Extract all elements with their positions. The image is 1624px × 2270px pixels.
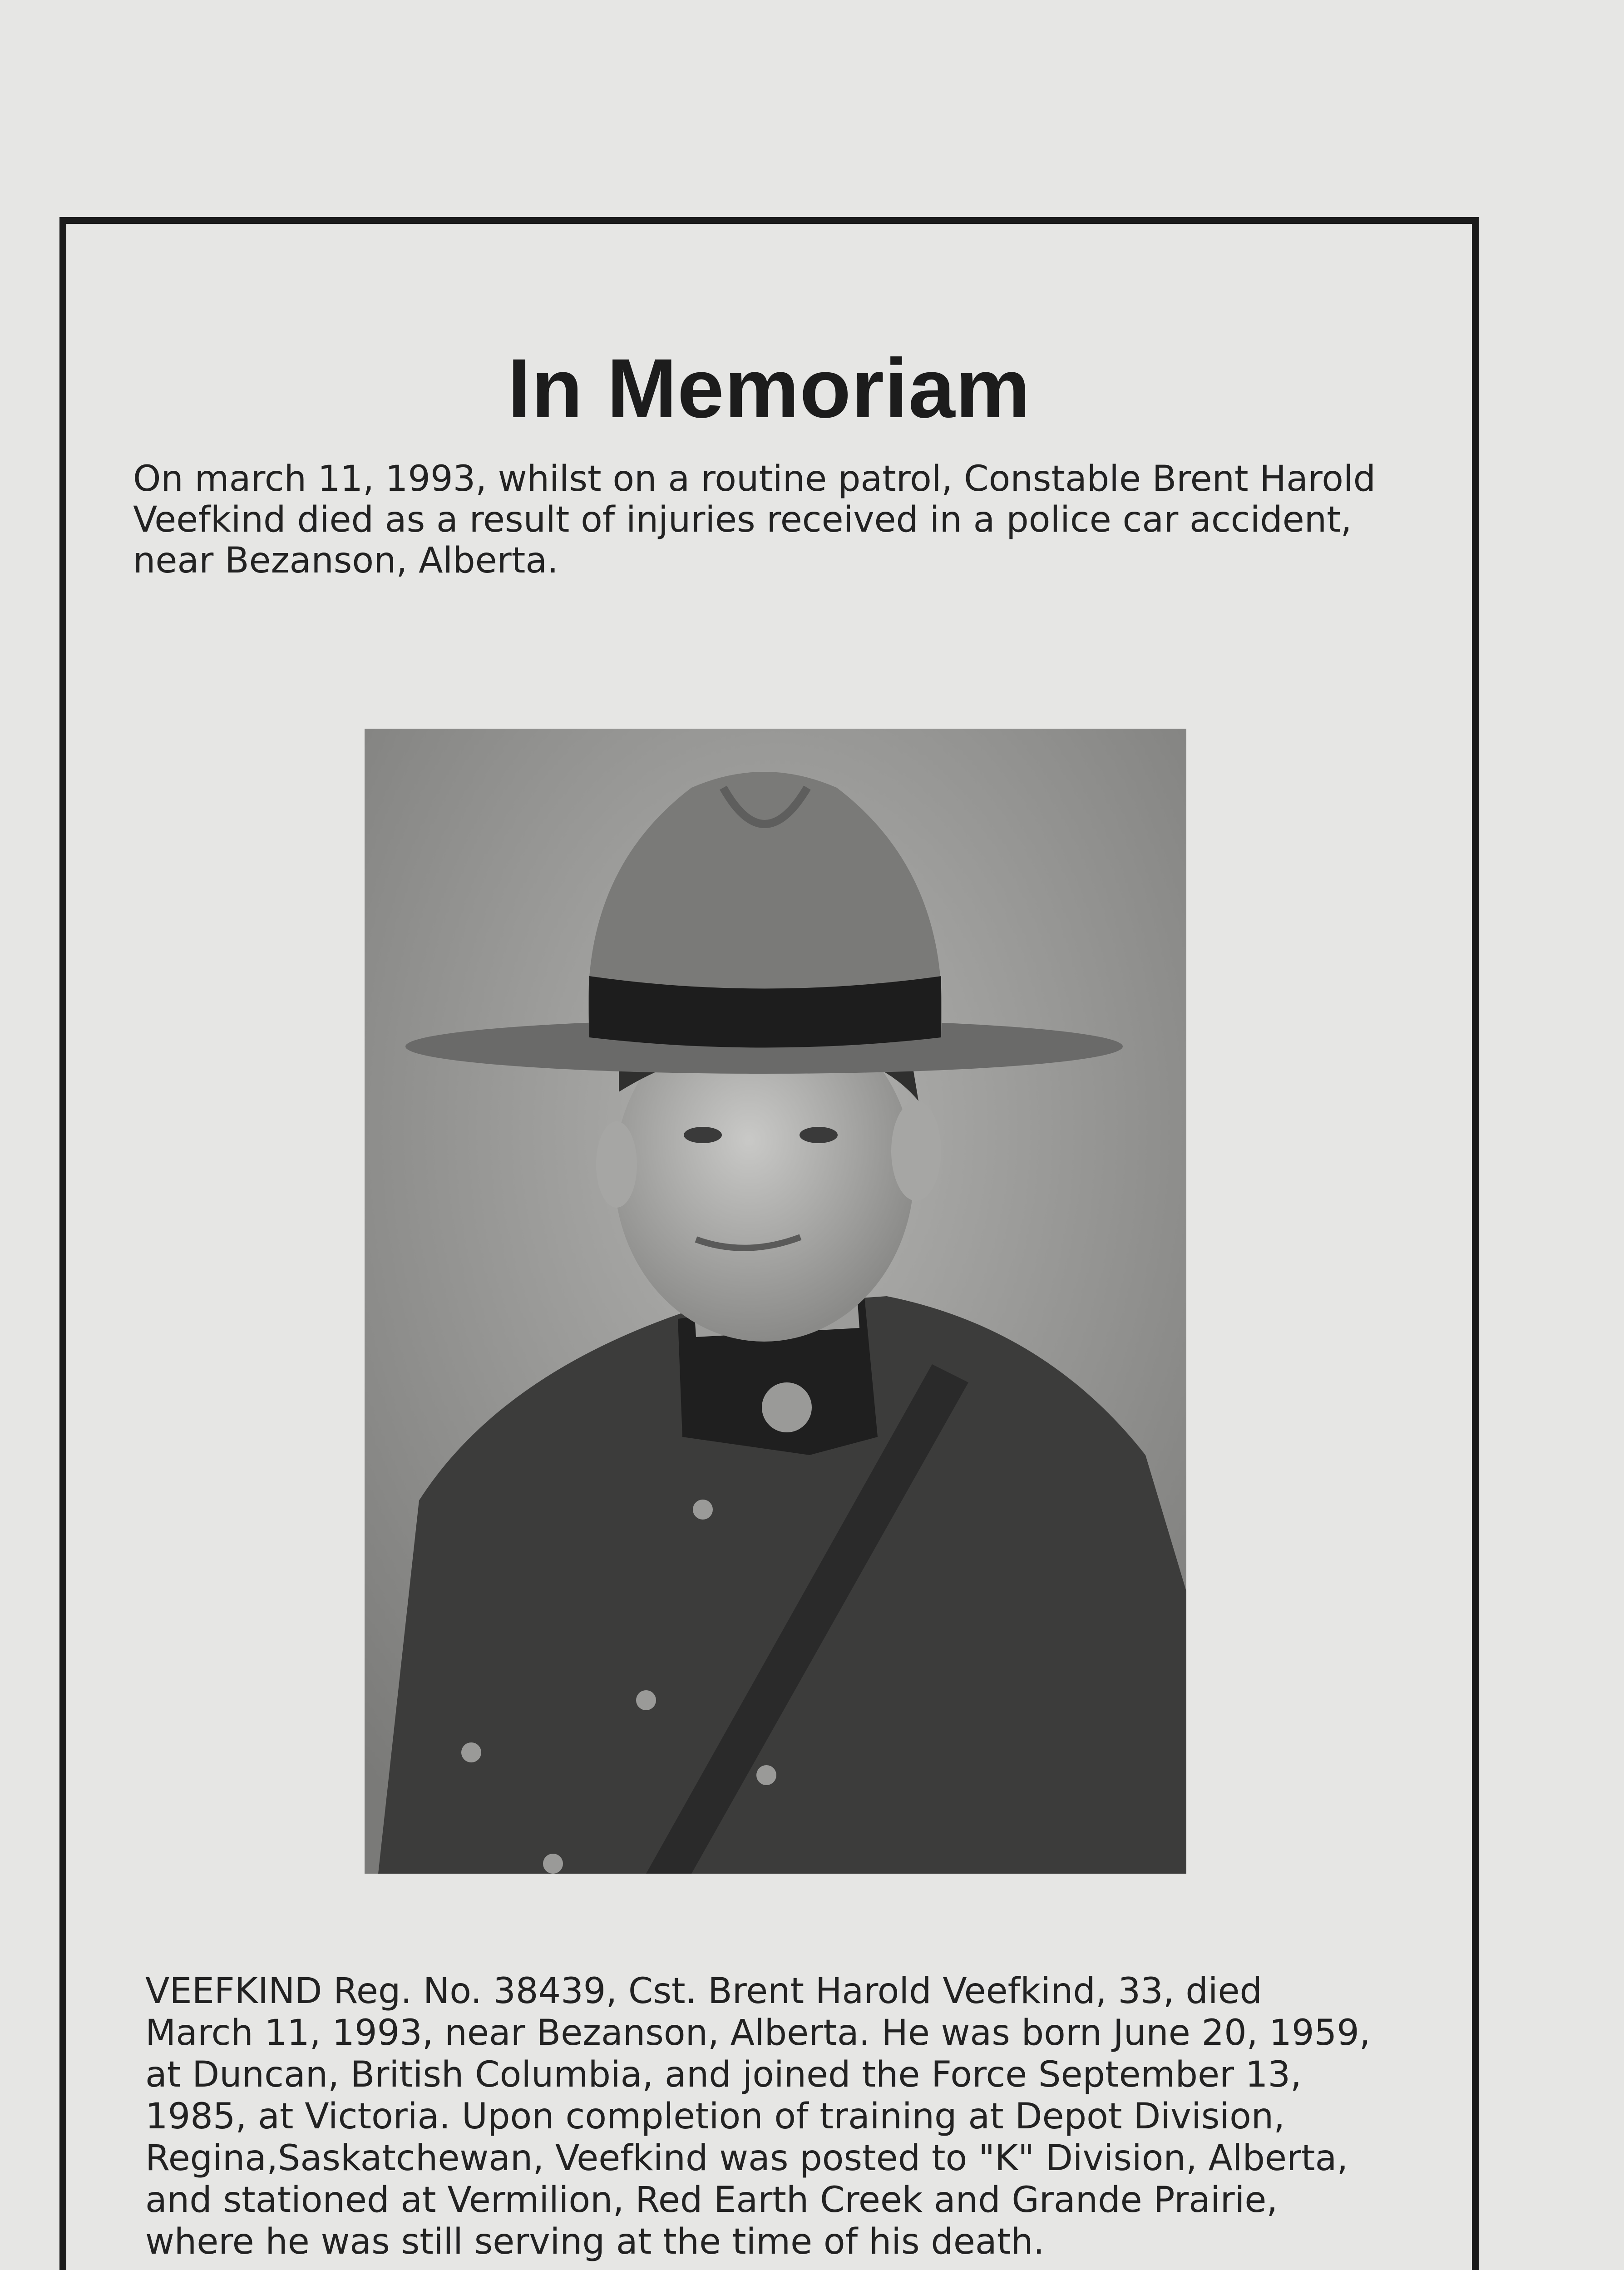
bio-line: 1985, at Victoria. Upon completion of training at Depot Division, xyxy=(145,2096,1285,2137)
intro-paragraph xyxy=(133,459,1404,581)
bio-line: and stationed at Vermilion, Red Earth Creek and Grande Prairie, xyxy=(145,2180,1278,2221)
page-title: In Memoriam xyxy=(507,341,1031,435)
intro-line: On march 11, 1993, whilst on a routine patrol, Constable Brent Harold xyxy=(133,459,1376,499)
biography-paragraph xyxy=(145,1970,1407,2263)
bio-line: March 11, 1993, near Bezanson, Alberta. He was born June 20, 1959, xyxy=(145,2013,1371,2053)
portrait-photo xyxy=(365,729,1186,1874)
intro-line: Veefkind died as a result of injuries received in a police car accident, xyxy=(133,499,1352,540)
bio-line: at Duncan, British Columbia, and joined the Force September 13, xyxy=(145,2054,1302,2095)
bio-line: Regina,Saskatchewan, Veefkind was posted to "K" Division, Alberta, xyxy=(145,2138,1348,2179)
intro-line: near Bezanson, Alberta. xyxy=(133,540,558,581)
bio-line: VEEFKIND Reg. No. 38439, Cst. Brent Harold Veefkind, 33, died xyxy=(145,1971,1263,2012)
bio-line: where he was still serving at the time of his death. xyxy=(145,2221,1045,2262)
